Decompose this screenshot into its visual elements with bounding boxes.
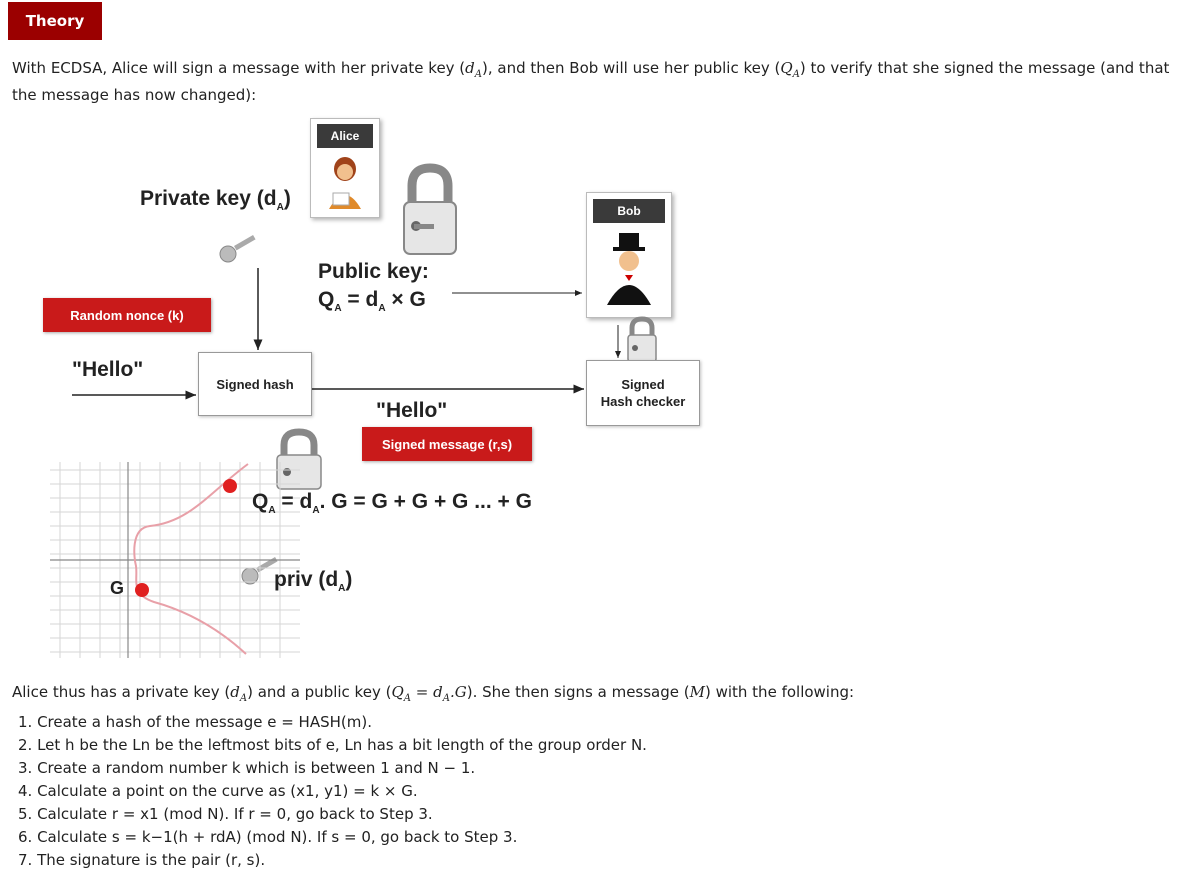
curve-point-g: [130, 578, 154, 602]
alice-card: [310, 118, 380, 218]
hash-checker-line2: Hash checker: [600, 394, 686, 409]
alice-label: Alice: [317, 124, 373, 148]
signing-steps-list: [18, 711, 1178, 872]
private-key-label: Private key $(d_A)$: [140, 187, 291, 214]
hello-left-label: "Hello": [72, 358, 144, 381]
hash-checker-line1: Signed: [621, 377, 665, 392]
bob-card: [586, 192, 672, 318]
intro-paragraph: With ECDSA, Alice will sign a message with her private key $(d_A)$, and then Bob will use her public key $(Q_A)$ to verify that she signed the message (and that the message has now changed):: [12, 59, 1170, 104]
alice-avatar-icon: [325, 155, 365, 211]
bob-avatar-icon: [605, 231, 653, 307]
bob-label: Bob: [593, 199, 665, 223]
step-item: 4. Calculate a point on the curve as (x1, y1) = k × G.: [18, 782, 418, 800]
step-item: 3. Create a random number k which is between 1 and N − 1.: [18, 759, 476, 777]
theory-badge: Theory: [8, 2, 102, 40]
signed-message-box: Signed message (r,s): [362, 427, 532, 461]
qa-equation: $Q_A = d_A$. G = G + G + G ... + G: [252, 490, 532, 517]
padlock-icon: [398, 162, 462, 258]
public-key-label: Public key: $Q_A = d_A \times G$: [318, 260, 429, 315]
step-item: 6. Calculate s = k−1(h + rdA) (mod N). If s = 0, go back to Step 3.: [18, 828, 518, 846]
summary-paragraph: Alice thus has a private key $(d_A)$ and a public key $(Q_A = d_A.G)$. She then signs a message (M) with the following:: [12, 683, 855, 704]
signed-hash-box: Signed hash: [198, 352, 312, 416]
step-item: 2. Let h be the Ln be the leftmost bits of e, Ln has a bit length of the group order N.: [18, 736, 647, 754]
curve-point-top: [218, 474, 242, 498]
priv-label: priv $(d_A)$: [274, 568, 353, 595]
g-label: G: [110, 578, 125, 598]
step-item: 5. Calculate r = x1 (mod N). If r = 0, go back to Step 3.: [18, 805, 433, 823]
step-item: 1. Create a hash of the message e = HASH(m).: [18, 713, 372, 731]
hash-checker-box: [586, 360, 700, 426]
ecdsa-diagram: [0, 110, 760, 670]
step-item: 7. The signature is the pair (r, s).: [18, 851, 266, 869]
small-padlock-icon: [624, 316, 660, 364]
random-nonce-box: Random nonce (k): [43, 298, 211, 332]
private-key-icon: [218, 230, 260, 266]
hello-right-label: "Hello": [376, 399, 448, 422]
